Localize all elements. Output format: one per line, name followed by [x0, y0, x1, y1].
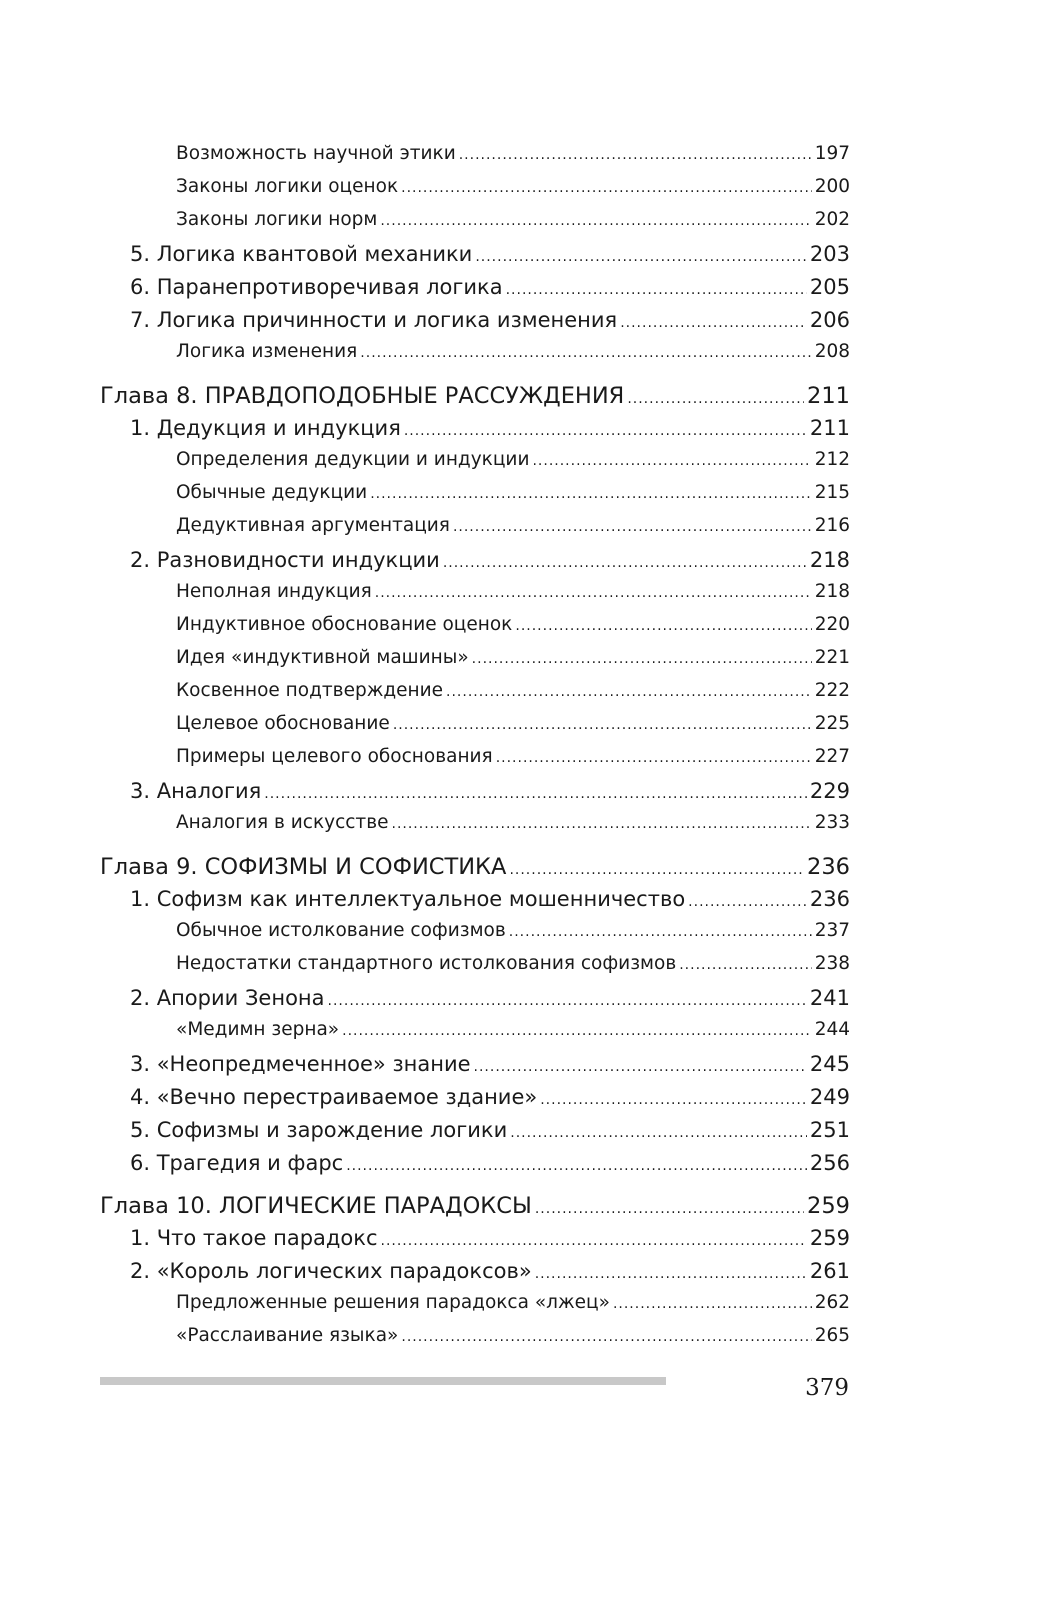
toc-subsection-entry [100, 920, 850, 953]
toc-entry-page: 206 [809, 308, 850, 332]
dot-leader [393, 717, 812, 733]
dot-leader [446, 684, 812, 700]
toc-entry-page: 215 [814, 482, 850, 503]
toc-section-entry [100, 1118, 850, 1151]
toc-subsection-entry [100, 581, 850, 614]
dot-leader [509, 924, 812, 940]
toc-subsection-entry [100, 1325, 850, 1358]
toc-entry-page: 225 [814, 713, 850, 734]
dot-leader [506, 282, 807, 298]
toc-entry-title: Глава 10. ЛОГИЧЕСКИЕ ПАРАДОКСЫ [100, 1193, 532, 1219]
toc-entry-title: 2. Апории Зенона [130, 986, 325, 1010]
toc-entry-page: 212 [814, 449, 850, 470]
dot-leader [496, 750, 812, 766]
toc-entry-page: 237 [814, 920, 850, 941]
toc-subsection-entry [100, 1292, 850, 1325]
toc-chapter-entry [100, 854, 850, 887]
dot-leader [510, 1125, 807, 1141]
toc-entry-page: 216 [814, 515, 850, 536]
toc-entry-page: 205 [809, 275, 850, 299]
page-number: 379 [805, 1375, 849, 1401]
table-of-contents [100, 143, 850, 1358]
toc-entry-page: 208 [814, 341, 850, 362]
toc-entry-title: Законы логики оценок [176, 176, 399, 197]
toc-entry-page: 238 [814, 953, 850, 974]
dot-leader [679, 957, 811, 973]
toc-entry-title: Обычные дедукции [176, 482, 368, 503]
toc-entry-page: 211 [807, 383, 850, 409]
toc-entry-page: 221 [814, 647, 850, 668]
dot-leader [474, 1059, 807, 1075]
dot-leader [443, 555, 807, 571]
dot-leader [532, 453, 811, 469]
toc-entry-page: 244 [814, 1019, 850, 1040]
toc-entry-title: 2. Разновидности индукции [130, 548, 440, 572]
toc-entry-page: 218 [809, 548, 850, 572]
toc-subsection-entry [100, 143, 850, 176]
toc-section-entry [100, 548, 850, 581]
toc-subsection-entry [100, 449, 850, 482]
dot-leader [346, 1158, 807, 1174]
toc-entry-title: Неполная индукция [176, 581, 372, 602]
toc-entry-title: Аналогия в искусстве [176, 812, 389, 833]
toc-entry-title: Глава 8. ПРАВДОПОДОБНЫЕ РАССУЖДЕНИЯ [100, 383, 625, 409]
toc-chapter-entry [100, 1193, 850, 1226]
toc-subsection-entry [100, 812, 850, 845]
toc-entry-title: 1. Дедукция и индукция [130, 416, 401, 440]
toc-section-entry [100, 242, 850, 275]
toc-entry-title: 3. Аналогия [130, 779, 262, 803]
toc-subsection-entry [100, 209, 850, 242]
toc-entry-title: Определения дедукции и индукции [176, 449, 530, 470]
toc-section-entry [100, 1226, 850, 1259]
toc-entry-page: 236 [809, 887, 850, 911]
toc-entry-page: 220 [814, 614, 850, 635]
dot-leader [535, 1201, 804, 1217]
toc-entry-title: «Медимн зерна» [176, 1019, 340, 1040]
toc-entry-page: 229 [809, 779, 850, 803]
dot-leader [459, 147, 812, 163]
dot-leader [627, 391, 804, 407]
toc-entry-title: 4. «Вечно перестраиваемое здание» [130, 1085, 538, 1109]
toc-section-entry [100, 308, 850, 341]
toc-section-entry [100, 275, 850, 308]
toc-section-entry [100, 416, 850, 449]
dot-leader [264, 786, 807, 802]
dot-leader [401, 1329, 811, 1345]
dot-leader [515, 618, 811, 634]
toc-section-entry [100, 779, 850, 812]
toc-entry-title: 3. «Неопредмеченное» знание [130, 1052, 471, 1076]
toc-entry-title: Предложенные решения парадокса «лжец» [176, 1292, 610, 1313]
dot-leader [688, 894, 807, 910]
toc-entry-page: 222 [814, 680, 850, 701]
dot-leader [475, 249, 807, 265]
toc-entry-page: 251 [809, 1118, 850, 1142]
toc-entry-title: 5. Софизмы и зарождение логики [130, 1118, 508, 1142]
toc-entry-title: Индуктивное обоснование оценок [176, 614, 513, 635]
dot-leader [370, 486, 811, 502]
toc-entry-title: 2. «Король логических парадоксов» [130, 1259, 532, 1283]
toc-entry-page: 262 [814, 1292, 850, 1313]
toc-entry-page: 200 [814, 176, 850, 197]
dot-leader [453, 519, 812, 535]
toc-section-entry [100, 986, 850, 1019]
toc-entry-page: 233 [814, 812, 850, 833]
toc-entry-page: 245 [809, 1052, 850, 1076]
toc-entry-title: 5. Логика квантовой механики [130, 242, 473, 266]
dot-leader [620, 315, 807, 331]
toc-entry-title: Целевое обоснование [176, 713, 390, 734]
dot-leader [380, 213, 811, 229]
toc-subsection-entry [100, 746, 850, 779]
toc-entry-title: Возможность научной этики [176, 143, 456, 164]
toc-subsection-entry [100, 1019, 850, 1052]
toc-entry-page: 259 [807, 1193, 850, 1219]
toc-section-entry [100, 1259, 850, 1292]
toc-entry-page: 202 [814, 209, 850, 230]
toc-entry-page: 241 [809, 986, 850, 1010]
dot-leader [401, 180, 812, 196]
toc-subsection-entry [100, 713, 850, 746]
toc-entry-title: Логика изменения [176, 341, 358, 362]
toc-entry-title: 6. Трагедия и фарс [130, 1151, 344, 1175]
toc-entry-title: Недостатки стандартного истолкования софизмов [176, 953, 677, 974]
dot-leader [540, 1092, 807, 1108]
toc-section-entry [100, 1052, 850, 1085]
toc-entry-page: 197 [814, 143, 850, 164]
toc-section-entry [100, 1085, 850, 1118]
toc-subsection-entry [100, 515, 850, 548]
toc-entry-title: Идея «индуктивной машины» [176, 647, 469, 668]
toc-subsection-entry [100, 614, 850, 647]
toc-entry-title: 6. Паранепротиворечивая логика [130, 275, 503, 299]
toc-entry-title: 7. Логика причинности и логика изменения [130, 308, 618, 332]
dot-leader [360, 345, 811, 361]
dot-leader [381, 1233, 807, 1249]
dot-leader [509, 862, 804, 878]
toc-entry-title: «Расслаивание языка» [176, 1325, 399, 1346]
toc-entry-page: 203 [809, 242, 850, 266]
dot-leader [472, 651, 812, 667]
toc-entry-title: 1. Софизм как интеллектуальное мошенничество [130, 887, 686, 911]
dot-leader [375, 585, 812, 601]
toc-section-entry [100, 887, 850, 920]
toc-subsection-entry [100, 341, 850, 374]
toc-entry-title: 1. Что такое парадокс [130, 1226, 378, 1250]
toc-entry-page: 227 [814, 746, 850, 767]
dot-leader [392, 816, 812, 832]
dot-leader [613, 1296, 812, 1312]
dot-leader [535, 1266, 807, 1282]
toc-entry-page: 265 [814, 1325, 850, 1346]
toc-chapter-entry [100, 383, 850, 416]
toc-entry-title: Обычное истолкование софизмов [176, 920, 506, 941]
toc-entry-title: Примеры целевого обоснования [176, 746, 493, 767]
toc-entry-title: Глава 9. СОФИЗМЫ И СОФИСТИКА [100, 854, 507, 880]
toc-entry-page: 261 [809, 1259, 850, 1283]
toc-subsection-entry [100, 647, 850, 680]
toc-entry-page: 211 [809, 416, 850, 440]
footer-rule [100, 1377, 666, 1385]
toc-entry-title: Законы логики норм [176, 209, 378, 230]
dot-leader [328, 993, 807, 1009]
toc-section-entry [100, 1151, 850, 1184]
toc-entry-title: Косвенное подтверждение [176, 680, 444, 701]
toc-entry-page: 218 [814, 581, 850, 602]
toc-entry-title: Дедуктивная аргументация [176, 515, 450, 536]
dot-leader [404, 423, 807, 439]
toc-entry-page: 236 [807, 854, 850, 880]
toc-subsection-entry [100, 482, 850, 515]
dot-leader [342, 1023, 812, 1039]
toc-subsection-entry [100, 953, 850, 986]
toc-entry-page: 256 [809, 1151, 850, 1175]
toc-subsection-entry [100, 680, 850, 713]
toc-entry-page: 259 [809, 1226, 850, 1250]
toc-subsection-entry [100, 176, 850, 209]
toc-entry-page: 249 [809, 1085, 850, 1109]
